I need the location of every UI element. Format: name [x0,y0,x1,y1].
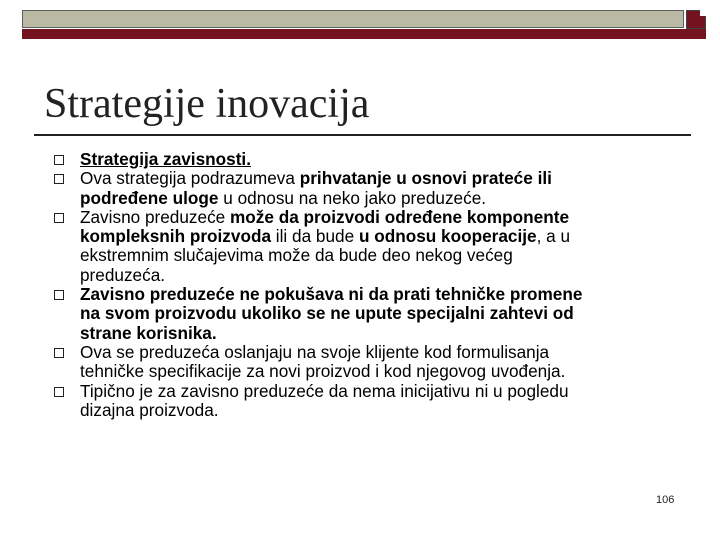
bullet-item [80,150,680,169]
text-segment: Ova strategija podrazumeva [80,168,300,189]
text-segment: na svom proizvodu ukoliko se ne upute specijalni zahtevi od [80,303,574,324]
text-segment: Strategija zavisnosti. [80,149,251,169]
text-segment: Zavisno preduzeće [80,206,230,227]
bullet-item [80,208,680,285]
bullet-square-icon [54,387,64,397]
bullet-line [80,266,680,285]
text-segment: kompleksnih proizvoda [80,226,272,247]
text-segment: Tipično je za zavisno preduzeće da nema inicijativu ni u pogledu [80,380,569,401]
slide-title: Strategije inovacija [44,81,370,127]
header-stripe [22,29,706,39]
bullet-line [80,362,680,381]
bullet-item [80,382,680,421]
bullet-square-icon [54,174,64,184]
bullet-line [80,208,680,227]
text-segment: tehničke specifikacije za novi proizvod i kod njegovog uvođenja. [80,361,566,382]
title-divider [34,134,691,136]
text-segment: Zavisno preduzeće ne pokušava ni da prati tehničke promene [80,284,583,305]
bullet-square-icon [54,348,64,358]
bullet-square-icon [54,155,64,165]
bullet-line [80,343,680,362]
text-segment: dizajna proizvoda. [80,399,219,420]
text-segment: prihvatanje u osnovi prateće ili [299,168,552,189]
text-segment: preduzeća. [80,264,166,285]
corner-decoration [686,10,706,29]
text-segment: ekstremnim slučajevima može da bude deo nekog većeg [80,245,513,266]
text-segment: ili da bude [271,226,359,247]
bullet-line [80,246,680,265]
bullet-line [80,227,680,246]
bullet-line [80,401,680,420]
bullet-square-icon [54,213,64,223]
bullet-line [80,285,680,304]
bullet-item [80,169,680,208]
bullet-line [80,169,680,188]
bullet-line [80,150,680,169]
header-bar [22,10,684,28]
text-segment: u odnosu na neko jako preduzeće. [218,187,487,208]
bullet-line [80,324,680,343]
bullet-square-icon [54,290,64,300]
bullet-list [80,150,680,420]
bullet-item [80,343,680,382]
text-segment: podređene uloge [80,187,219,208]
bullet-line [80,382,680,401]
page-number: 106 [656,494,675,506]
text-segment: može da proizvodi određene komponente [230,206,570,227]
text-segment: Ova se preduzeća oslanjaju na svoje klijente kod formulisanja [80,341,550,362]
bullet-line [80,304,680,323]
text-segment: strane korisnika. [80,322,217,343]
bullet-line [80,189,680,208]
bullet-item [80,285,680,343]
text-segment: , a u [536,226,571,247]
text-segment: u odnosu kooperacije [358,226,537,247]
